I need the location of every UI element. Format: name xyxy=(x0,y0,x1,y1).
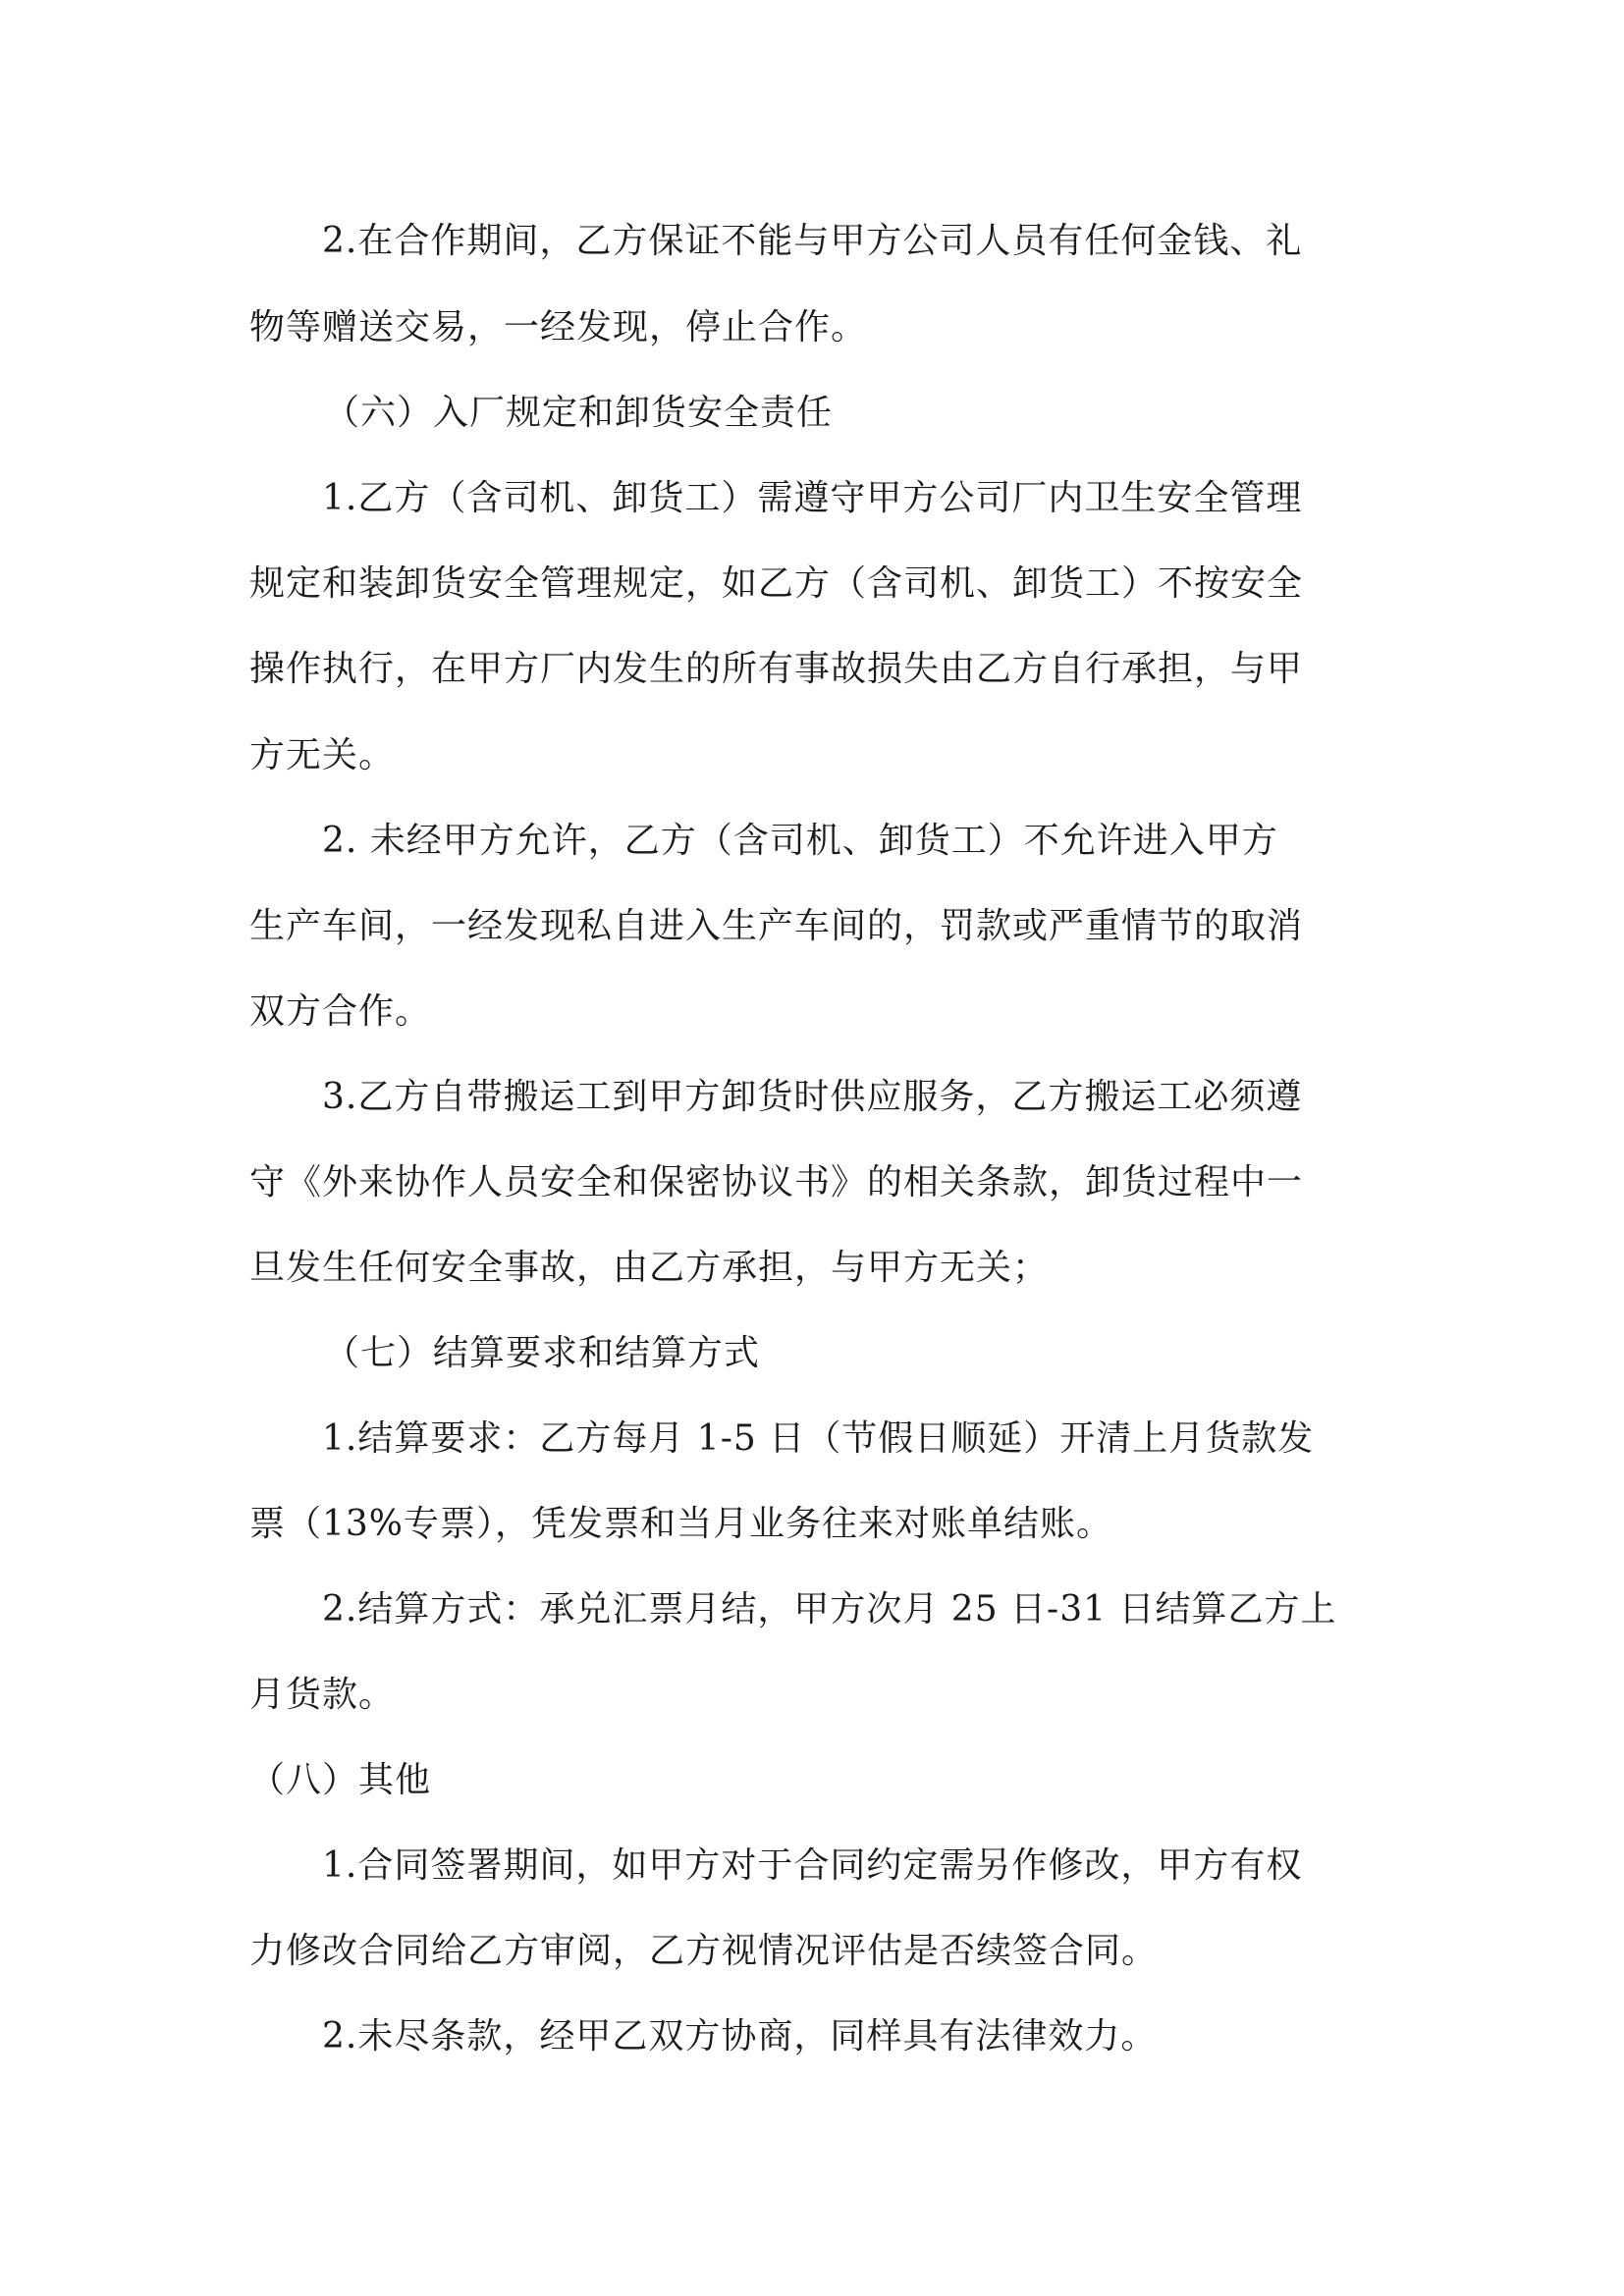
paragraph-line: 1.结算要求：乙方每月 1-5 日（节假日顺延）开清上月货款发 xyxy=(322,1418,1315,1459)
paragraph-line: 双方合作。 xyxy=(249,991,432,1032)
paragraph-line: 2.在合作期间，乙方保证不能与甲方公司人员有任何金钱、礼 xyxy=(322,221,1303,261)
paragraph-line: 物等赠送交易，一经发现，停止合作。 xyxy=(249,307,868,347)
paragraph-line: 月货款。 xyxy=(249,1675,396,1715)
paragraph-line: 力修改合同给乙方审阅，乙方视情况评估是否续签合同。 xyxy=(249,1931,1159,1971)
paragraph-line: 旦发生任何安全事故，由乙方承担，与甲方无关； xyxy=(249,1248,1050,1288)
paragraph-line: 2.结算方式：承兑汇票月结，甲方次月 25 日-31 日结算乙方上 xyxy=(322,1589,1337,1629)
paragraph-line: 3.乙方自带搬运工到甲方卸货时供应服务，乙方搬运工必须遵 xyxy=(322,1077,1303,1117)
paragraph-line: 守《外来协作人员安全和保密协议书》的相关条款，卸货过程中一 xyxy=(249,1162,1304,1202)
paragraph-line: 1.乙方（含司机、卸货工）需遵守甲方公司厂内卫生安全管理 xyxy=(322,478,1303,518)
paragraph-line: 规定和装卸货安全管理规定，如乙方（含司机、卸货工）不按安全 xyxy=(249,563,1304,604)
section-heading: （七）结算要求和结算方式 xyxy=(324,1333,761,1373)
paragraph-line: 方无关。 xyxy=(249,735,396,775)
section-heading: （六）入厂规定和卸货安全责任 xyxy=(324,393,834,433)
paragraph-line: 票（13%专票），凭发票和当月业务往来对账单结账。 xyxy=(249,1504,1113,1544)
paragraph-line: 2. 未经甲方允许，乙方（含司机、卸货工）不允许进入甲方 xyxy=(322,821,1278,861)
paragraph-line: 1.合同签署期间，如甲方对于合同约定需另作修改，甲方有权 xyxy=(322,1845,1303,1886)
paragraph-line: 2.未尽条款，经甲乙双方协商，同样具有法律效力。 xyxy=(322,2016,1158,2056)
section-heading: （八）其他 xyxy=(249,1760,432,1800)
paragraph-line: 操作执行，在甲方厂内发生的所有事故损失由乙方自行承担，与甲 xyxy=(249,649,1304,689)
paragraph-line: 生产车间，一经发现私自进入生产车间的，罚款或严重情节的取消 xyxy=(249,906,1304,946)
